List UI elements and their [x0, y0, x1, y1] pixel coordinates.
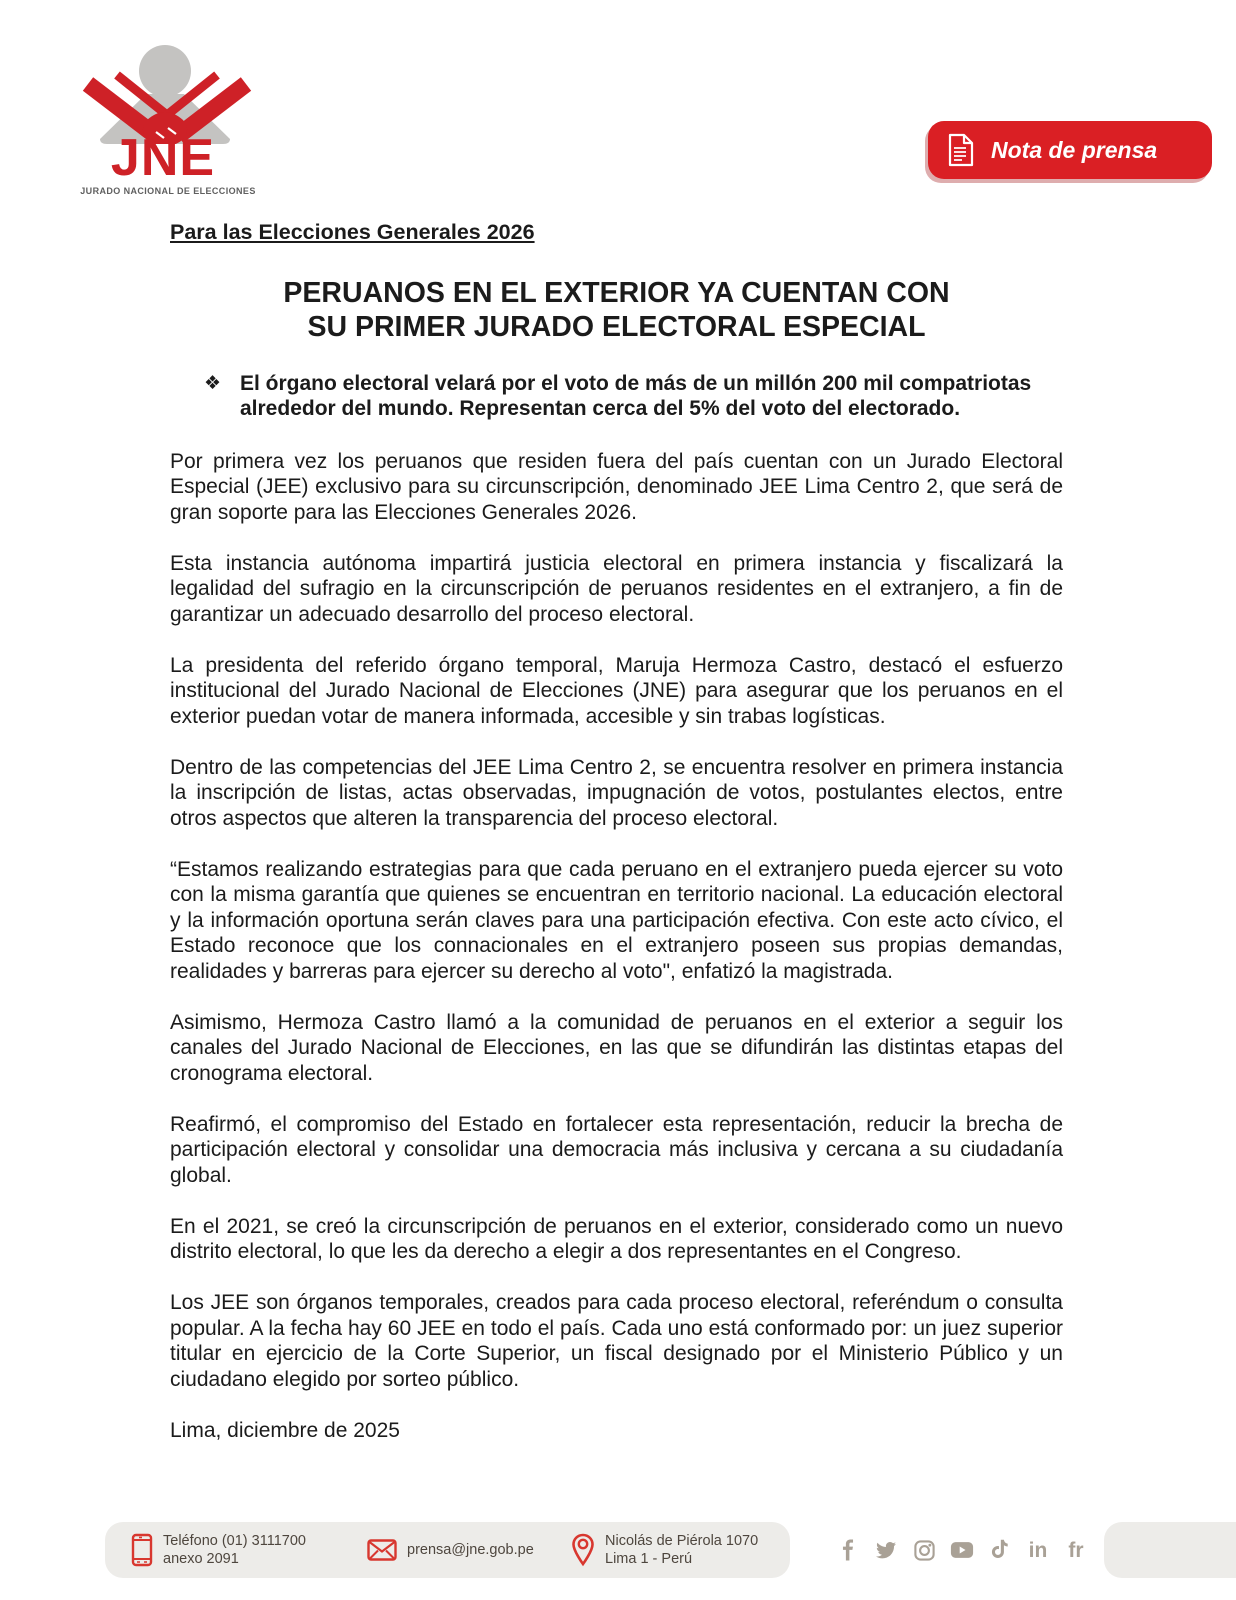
paragraph: Asimismo, Hermoza Castro llamó a la comunidad de peruanos en el exterior a seguir los canales del Jurado Nacional de Elecciones, en las que se difundirán las distintas etapas del cronograma electoral. [170, 1010, 1063, 1085]
kicker: Para las Elecciones Generales 2026 [170, 220, 535, 244]
footer-address-line2: Lima 1 - Perú [605, 1551, 693, 1567]
envelope-icon [367, 1539, 397, 1561]
footer-address-text [605, 1532, 758, 1568]
logo-caption: JURADO NACIONAL DE ELECCIONES [80, 186, 256, 196]
location-pin-icon [571, 1533, 595, 1567]
paragraph: “Estamos realizando estrategias para que cada peruano en el extranjero pueda ejercer su voto con la misma garantía que quienes se encuentran en territorio nacional. La educación electoral y la información oportuna serán claves para una participación efectiva. Con este acto cívico, el Estado reconoce que los connacionales en el extranjero poseen sus propias demandas, realidades y barreras para ejercer su derecho al voto", enfatizó la magistrada. [170, 857, 1063, 983]
footer-email-text[interactable]: prensa@jne.gob.pe [407, 1542, 534, 1558]
highlight-bullet-text: El órgano electoral velará por el voto de más de un millón 200 mil compatriotas alrededor del mundo. Representan cerca del 5% del voto del electorado. [240, 371, 1032, 420]
youtube-icon[interactable] [950, 1538, 974, 1562]
press-release-body [170, 220, 1063, 1443]
paragraph: Por primera vez los peruanos que residen fuera del país cuentan con un Jurado Electoral Especial (JEE) exclusivo para su circunscripción, denominado JEE Lima Centro 2, que será de gran soporte para las Elecciones Generales 2026. [170, 449, 1063, 524]
footer-right-slab [1104, 1522, 1236, 1578]
facebook-icon[interactable] [836, 1538, 860, 1562]
phone-icon [131, 1533, 153, 1567]
page-title [170, 276, 1063, 344]
badge-label: Nota de prensa [991, 136, 1158, 163]
press-note-document-icon [946, 132, 976, 168]
paragraph: Reafirmó, el compromiso del Estado en fortalecer esta representación, reducir la brecha de participación electoral y consolidar una democracia más inclusiva y cercana a su ciudadanía global. [170, 1112, 1063, 1187]
dateline: Lima, diciembre de 2025 [170, 1418, 400, 1442]
paragraph: Esta instancia autónoma impartirá justicia electoral en primera instancia y fiscalizará la legalidad del sufragio en la circunscripción de peruanos residentes en el extranjero, a fin de garantizar un adecuado desarrollo del proceso electoral. [170, 551, 1063, 626]
title-line-2: SU PRIMER JURADO ELECTORAL ESPECIAL [307, 310, 926, 343]
footer-email [367, 1522, 534, 1578]
footer-phone-text [163, 1532, 306, 1568]
diamond-bullet-icon: ❖ [204, 372, 222, 394]
press-note-badge [928, 121, 1212, 179]
jne-logo [78, 44, 258, 196]
linkedin-icon[interactable]: in [1028, 1538, 1048, 1562]
footer-contact-bar [105, 1522, 790, 1578]
footer-phone-line2: anexo 2091 [163, 1551, 239, 1567]
footer-address [571, 1522, 758, 1578]
footer-phone-line1: Teléfono (01) 3111700 [163, 1533, 306, 1549]
footer-phone [131, 1522, 306, 1578]
title-line-1: PERUANOS EN EL EXTERIOR YA CUENTAN CON [283, 276, 950, 309]
paragraph: Dentro de las competencias del JEE Lima Centro 2, se encuentra resolver en primera instancia la inscripción de listas, actas observadas, impugnación de votos, postulantes electos, entre otros aspectos que alteren la transparencia del proceso electoral. [170, 755, 1063, 830]
tiktok-icon[interactable] [988, 1538, 1012, 1562]
footer-address-line1: Nicolás de Piérola 1070 [605, 1533, 759, 1549]
paragraph: La presidenta del referido órgano temporal, Maruja Hermoza Castro, destacó el esfuerzo institucional del Jurado Nacional de Elecciones (JNE) para asegurar que los peruanos en el exterior puedan votar de manera informada, accesible y sin trabas logísticas. [170, 653, 1063, 728]
instagram-icon[interactable] [912, 1538, 936, 1562]
paragraph: En el 2021, se creó la circunscripción de peruanos en el exterior, considerado como un nuevo distrito electoral, lo que les da derecho a elegir a dos representantes en el Congreso. [170, 1214, 1063, 1263]
logo-acronym: JNE [110, 129, 216, 187]
highlight-bullet [170, 371, 1040, 422]
twitter-icon[interactable] [874, 1538, 898, 1562]
social-icons-row [836, 1522, 1088, 1578]
flickr-icon[interactable]: fr [1068, 1538, 1084, 1562]
paragraph: Los JEE son órganos temporales, creados para cada proceso electoral, referéndum o consulta popular. A la fecha hay 60 JEE en todo el país. Cada uno está conformado por: un juez superior titular en ejercicio de la Corte Superior, un fiscal designado por el Ministerio Público y un ciudadano elegido por sorteo público. [170, 1291, 1063, 1391]
